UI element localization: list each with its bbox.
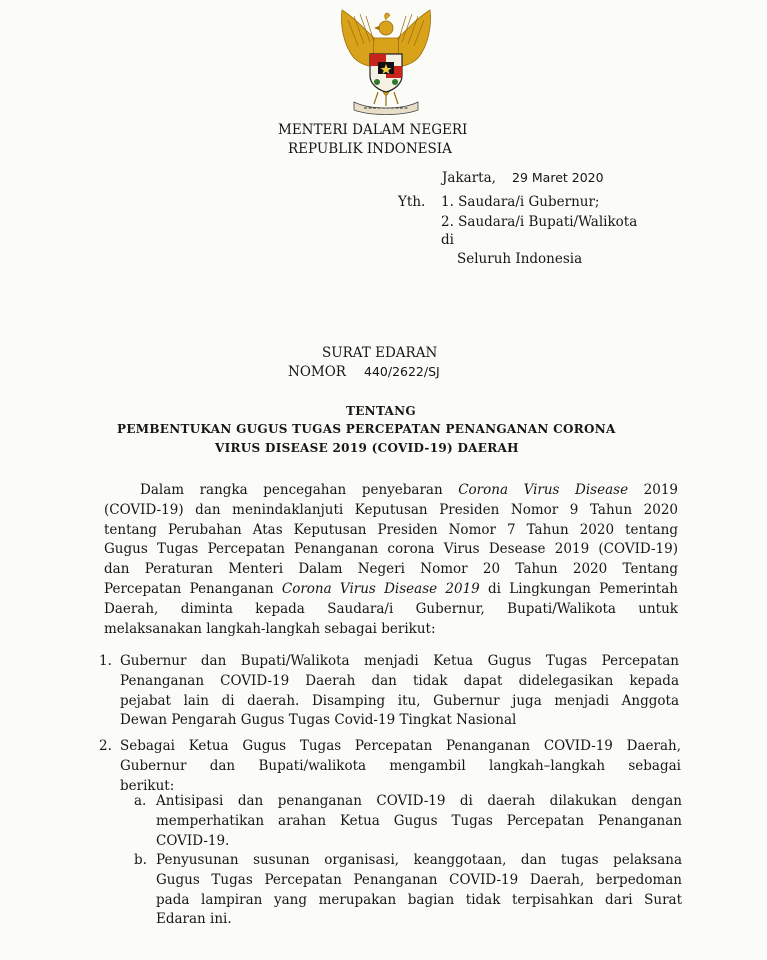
recipient-2: 2. Saudara/i Bupati/Walikota xyxy=(441,214,638,230)
sub-list-item-line: Penyusunan susunan organisasi, keanggotaan, dan tugas pelaksana xyxy=(156,852,682,868)
sub-list-item-letter: b. xyxy=(134,852,147,868)
list-item-line: Sebagai Ketua Gugus Tugas Percepatan Penanganan COVID-19 Daerah, xyxy=(120,738,681,754)
list-item-number: 2. xyxy=(99,738,112,754)
title-line-1: PEMBENTUKAN GUGUS TUGAS PERCEPATAN PENANGANAN CORONA xyxy=(117,422,616,436)
intro-line-7: Daerah, diminta kepada Saudara/i Gubernur, Bupati/Walikota untuk xyxy=(104,600,678,617)
date-place: Jakarta, xyxy=(442,170,496,186)
nomor-label: NOMOR xyxy=(288,364,346,380)
letter-type: SURAT EDARAN xyxy=(322,345,438,361)
recipients-di: di xyxy=(441,232,454,248)
sub-list-item-line: Edaran ini. xyxy=(156,911,232,928)
list-item-number: 1. xyxy=(99,653,112,669)
sub-list-item-line: pada lampiran yang merupakan bagian tidak terpisahkan dari Surat xyxy=(156,891,682,908)
sub-list-item-letter: a. xyxy=(134,793,147,809)
list-item-line: Gubernur dan Bupati/Walikota menjadi Ketua Gugus Tugas Percepatan xyxy=(120,653,679,669)
ministry-name: MENTERI DALAM NEGERI xyxy=(278,122,468,138)
sub-list-item-line: memperhatikan arahan Ketua Gugus Tugas Percepatan Penanganan xyxy=(156,812,682,829)
garuda-emblem-icon xyxy=(318,6,454,118)
date-value: 29 Maret 2020 xyxy=(512,170,604,185)
recipient-1: 1. Saudara/i Gubernur; xyxy=(441,194,600,210)
sub-list-item xyxy=(134,851,682,931)
list-item-line: Penanganan COVID-19 Daerah dan tidak dapat didelegasikan kepada xyxy=(120,672,679,689)
title-line-2: VIRUS DISEASE 2019 (COVID-19) DAERAH xyxy=(215,441,519,455)
list-item-line: Dewan Pengarah Gugus Tugas Covid-19 Tingkat Nasional xyxy=(120,712,517,729)
recipients-label: Yth. xyxy=(398,194,426,210)
intro-line-3: tentang Perubahan Atas Keputusan Presiden Nomor 7 Tahun 2020 tentang xyxy=(104,521,678,538)
list-item-line: berikut: xyxy=(120,777,175,794)
recipients-location: Seluruh Indonesia xyxy=(457,251,583,267)
intro-line-6: Percepatan Penanganan Corona Virus Disease 2019 di Lingkungan Pemerintah xyxy=(104,580,678,597)
sub-list-item-line: Antisipasi dan penanganan COVID-19 di daerah dilakukan dengan xyxy=(156,793,682,809)
intro-line-5: dan Peraturan Menteri Dalam Negeri Nomor 20 Tahun 2020 Tentang xyxy=(104,561,678,578)
sub-list-item-line: COVID-19. xyxy=(156,832,230,849)
list-item xyxy=(99,737,681,797)
country-name: REPUBLIK INDONESIA xyxy=(288,141,452,157)
intro-line-8: melaksanakan langkah-langkah sebagai berikut: xyxy=(104,620,436,637)
intro-line-1: Dalam rangka pencegahan penyebaran Corona Virus Disease 2019 xyxy=(140,482,679,498)
intro-line-4: Gugus Tugas Percepatan Penanganan corona Virus Desease 2019 (COVID-19) xyxy=(104,541,678,558)
intro-paragraph xyxy=(104,481,678,639)
nomor-value: 440/2622/SJ xyxy=(364,364,440,379)
title-tentang: TENTANG xyxy=(346,404,416,418)
list-item-line: pejabat lain di daerah. Disamping itu, Gubernur juga menjadi Anggota xyxy=(120,692,679,709)
intro-line-2: (COVID-19) dan menindaklanjuti Keputusan Presiden Nomor 9 Tahun 2020 xyxy=(104,501,678,518)
sub-list-item-line: Gugus Tugas Percepatan Penanganan COVID-19 Daerah, berpedoman xyxy=(156,871,682,888)
list-item xyxy=(99,652,679,732)
list-item-line: Gubernur dan Bupati/walikota mengambil langkah–langkah sebagai xyxy=(120,757,681,774)
sub-list-item xyxy=(134,792,682,852)
